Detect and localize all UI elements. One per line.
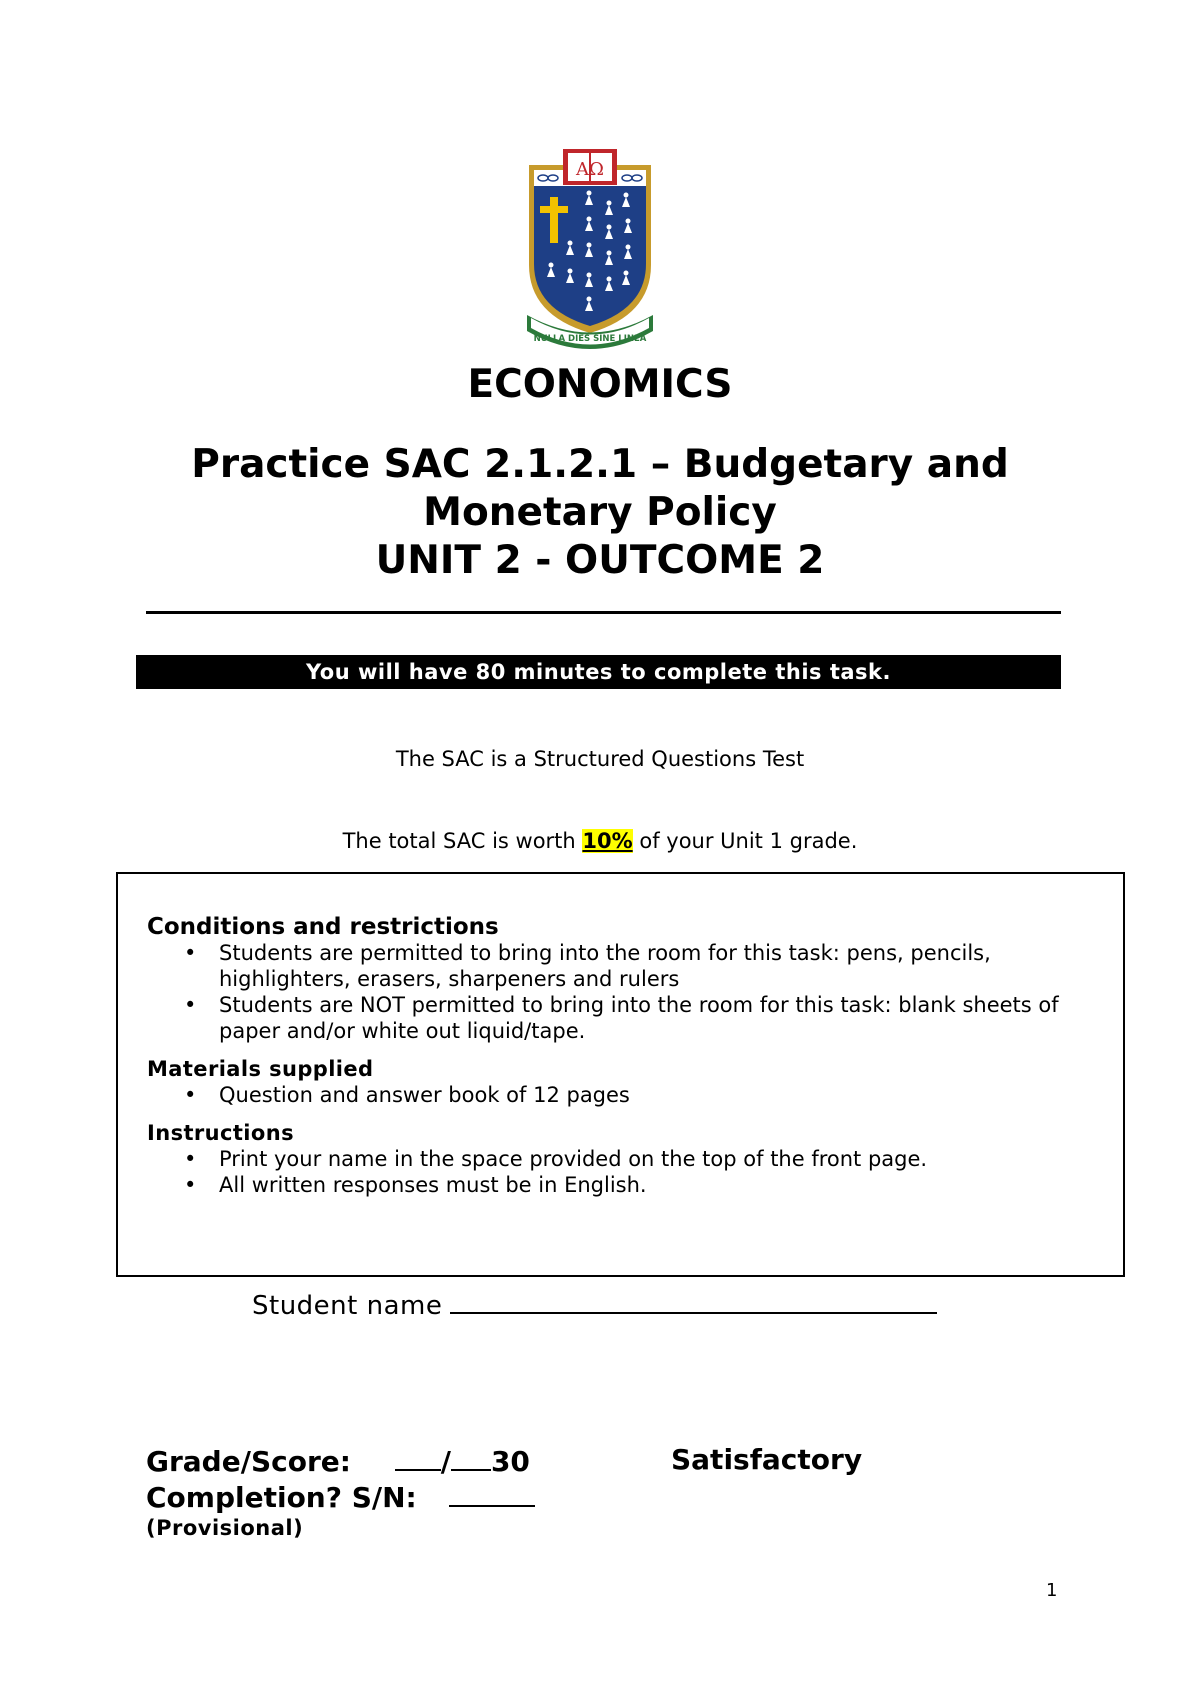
worth-percent-highlight: 10% [582, 829, 633, 853]
conditions-item: • Students are permitted to bring into the room for this task: pens, pencils, highlighters, erasers, sharpeners and rulers [147, 940, 1097, 992]
conditions-heading: Conditions and restrictions [147, 914, 499, 940]
conditions-list [147, 940, 1097, 1044]
sac-title-line-2: Monetary Policy [423, 490, 777, 535]
student-name-row [252, 1288, 937, 1321]
completion-label: Completion? S/N: [146, 1481, 417, 1514]
worth-suffix: of your Unit 1 grade. [632, 829, 858, 853]
instructions-list [147, 1146, 1097, 1198]
score-out-of-blank [451, 1443, 491, 1471]
conditions-box-content [147, 914, 1097, 1210]
score-blank[interactable] [395, 1443, 441, 1471]
materials-heading: Materials supplied [147, 1057, 374, 1081]
sac-worth-text [0, 829, 1200, 853]
sac-title [0, 441, 1200, 585]
student-name-field[interactable] [450, 1288, 937, 1314]
grade-block [146, 1443, 535, 1541]
sac-title-line-1: Practice SAC 2.1.2.1 – Budgetary and [191, 442, 1009, 487]
materials-list [147, 1082, 1097, 1108]
worth-prefix: The total SAC is worth [342, 829, 583, 853]
time-notice-banner: You will have 80 minutes to complete this task. [136, 655, 1061, 689]
provisional-note: (Provisional) [146, 1516, 304, 1540]
divider-rule [146, 611, 1061, 614]
grade-score-label: Grade/Score: [146, 1445, 351, 1478]
conditions-item: • Students are NOT permitted to bring into the room for this task: blank sheets of paper and/or white out liquid/tape. [147, 992, 1097, 1044]
conditions-box [116, 872, 1125, 1277]
instructions-heading: Instructions [147, 1121, 294, 1145]
completion-row [146, 1479, 535, 1515]
student-name-label: Student name [252, 1291, 443, 1321]
sac-title-line-3: UNIT 2 - OUTCOME 2 [375, 538, 825, 583]
sac-type-text: The SAC is a Structured Questions Test [395, 747, 805, 771]
score-slash: / [440, 1445, 451, 1478]
crest-cross [550, 197, 558, 243]
school-crest-logo [525, 145, 655, 350]
grade-score-row [146, 1443, 535, 1479]
subject-title: ECONOMICS [467, 362, 733, 407]
page-number: 1 [1046, 1580, 1058, 1601]
crest-book-letters: AΩ [576, 159, 604, 180]
satisfactory-label: Satisfactory [671, 1443, 863, 1476]
materials-item: • Question and answer book of 12 pages [147, 1082, 1097, 1108]
score-total: 30 [490, 1445, 530, 1478]
instructions-item: • All written responses must be in English. [147, 1172, 1097, 1198]
instructions-item: • Print your name in the space provided on the top of the front page. [147, 1146, 1097, 1172]
completion-blank[interactable] [449, 1479, 535, 1507]
crest-motto: NULLA DIES SINE LINEA [533, 334, 647, 344]
